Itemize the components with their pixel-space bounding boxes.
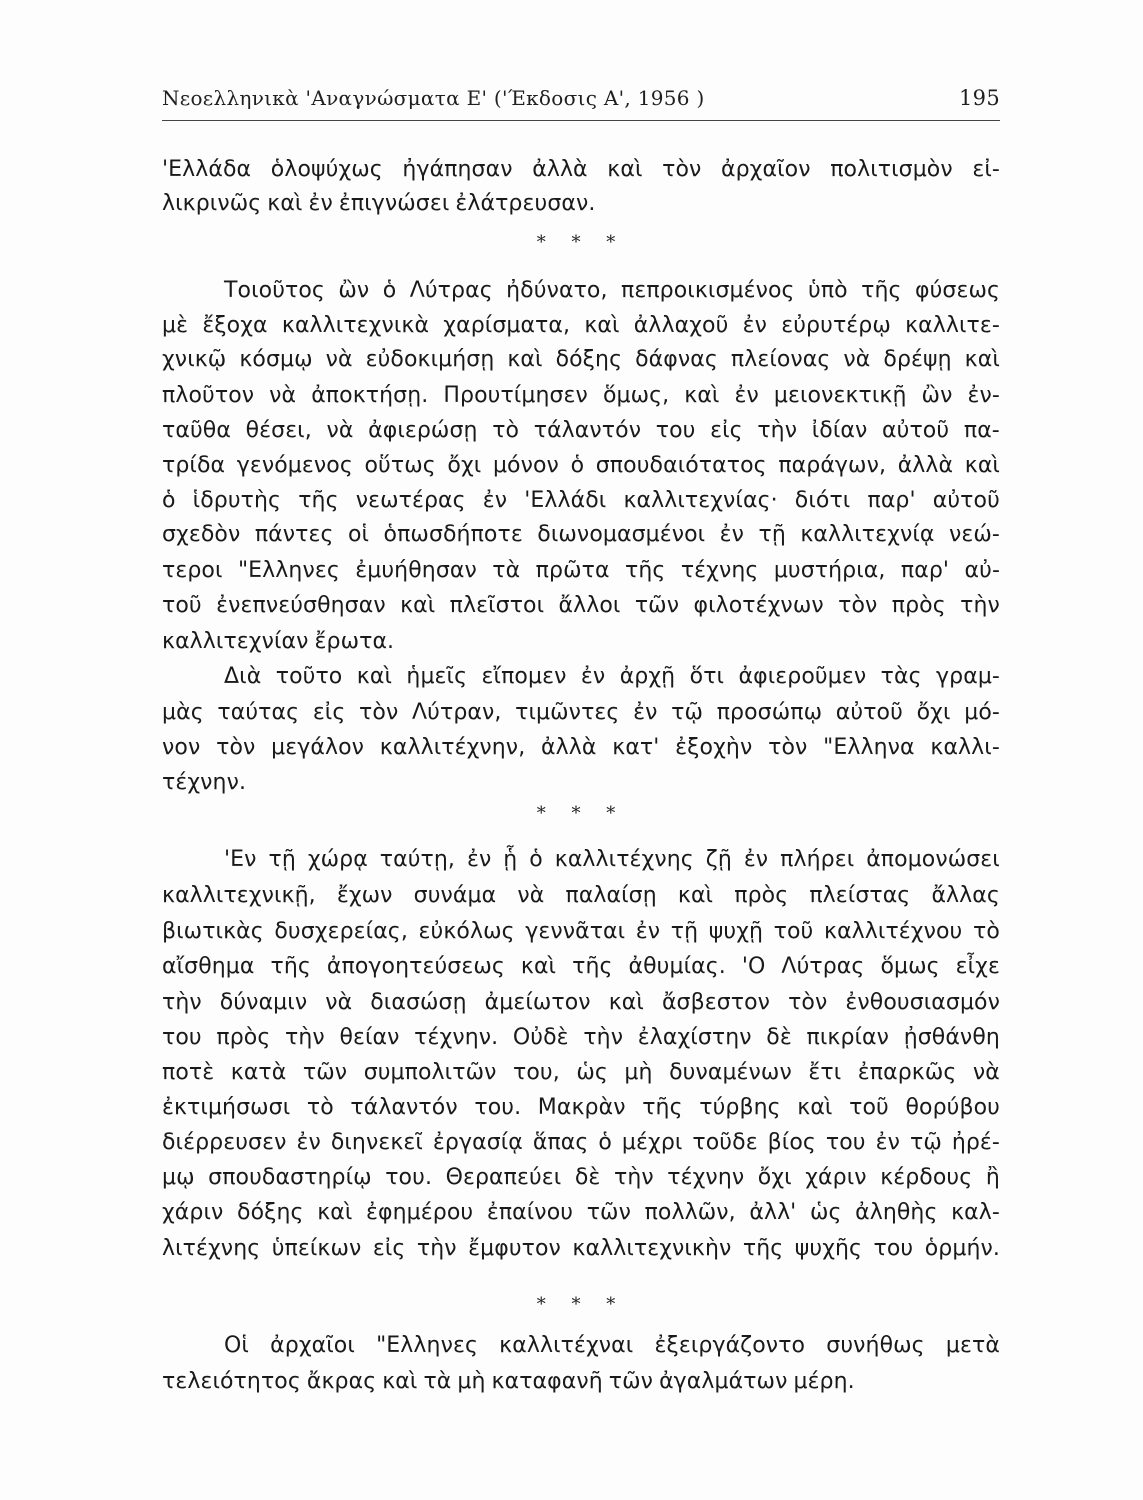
text-line: λιτέχνης ὑπείκων εἰς τὴν ἔμφυτον καλλιτεχνικὴν τῆς ψυχῆς του ὁρμήν. <box>162 1236 1000 1261</box>
text-line: χάριν δόξης καὶ ἐφημέρου ἐπαίνου τῶν πολλῶν, ἀλλ' ὡς ἀληθὴς καλ- <box>162 1200 1000 1225</box>
text-line: του πρὸς τὴν θείαν τέχνην. Οὐδὲ τὴν ἐλαχίστην δὲ πικρίαν ᾐσθάνθη <box>162 1025 1000 1050</box>
text-line: τοῦ ἐνεπνεύσθησαν καὶ πλεῖστοι ἄλλοι τῶν φιλοτέχνων τὸν πρὸς τὴν <box>162 593 1000 618</box>
text-line: σχεδὸν πάντες οἱ ὁπωσδήποτε διωνομασμένοι ἐν τῇ καλλιτεχνίᾳ νεώ- <box>162 522 1000 547</box>
text-line: 'Ελλάδα ὁλοψύχως ἠγάπησαν ἀλλὰ καὶ τὸν ἀρχαῖον πολιτισμὸν εἰ- <box>162 157 1000 182</box>
text-line: Οἱ ἀρχαῖοι "Ελληνες καλλιτέχναι ἐξειργάζοντο συνήθως μετὰ <box>224 1333 1000 1358</box>
text-line: καλλιτεχνίαν ἔρωτα. <box>162 629 395 654</box>
section-separator: * * * <box>536 1294 626 1315</box>
text-line: μὲ ἔξοχα καλλιτεχνικὰ χαρίσματα, καὶ ἀλλαχοῦ ἐν εὐρυτέρῳ καλλιτε- <box>162 313 1000 338</box>
text-line: τέχνην. <box>162 770 247 795</box>
text-line: μῳ σπουδαστηρίῳ του. Θεραπεύει δὲ τὴν τέχνην ὄχι χάριν κέρδους ἢ <box>162 1165 1000 1190</box>
text-line: μὰς ταύτας εἰς τὸν Λύτραν, τιμῶντες ἐν τῷ προσώπῳ αὐτοῦ ὄχι μό- <box>162 700 1000 725</box>
text-line: τὴν δύναμιν νὰ διασώσῃ ἀμείωτον καὶ ἄσβεστον τὸν ἐνθουσιασμόν <box>162 990 1000 1015</box>
running-head <box>162 86 1000 114</box>
text-line: 'Εν τῇ χώρᾳ ταύτῃ, ἐν ᾗ ὁ καλλιτέχνης ζῇ ἐν πλήρει ἀπομονώσει <box>224 847 1000 872</box>
text-line: ὁ ἱδρυτὴς τῆς νεωτέρας ἐν 'Ελλάδι καλλιτεχνίας· διότι παρ' αὐτοῦ <box>162 488 1000 513</box>
text-line: νον τὸν μεγάλον καλλιτέχνην, ἀλλὰ κατ' ἐξοχὴν τὸν "Ελληνα καλλι- <box>162 735 1000 760</box>
text-line: τελειότητος ἄκρας καὶ τὰ μὴ καταφανῆ τῶν ἀγαλμάτων μέρη. <box>162 1369 855 1394</box>
section-separator: * * * <box>536 803 626 824</box>
text-line: ἐκτιμήσωσι τὸ τάλαντόν του. Μακρὰν τῆς τύρβης καὶ τοῦ θορύβου <box>162 1095 1000 1120</box>
text-line: βιωτικὰς δυσχερείας, εὐκόλως γεννᾶται ἐν τῇ ψυχῇ τοῦ καλλιτέχνου τὸ <box>162 919 1000 944</box>
text-line: χνικῷ κόσμῳ νὰ εὐδοκιμήσῃ καὶ δόξης δάφνας πλείονας νὰ δρέψῃ καὶ <box>162 347 1000 372</box>
page-number: 195 <box>959 86 1000 110</box>
header-rule <box>162 120 1000 121</box>
text-line: πλοῦτον νὰ ἀποκτήσῃ. Προυτίμησεν ὅμως, καὶ ἐν μειονεκτικῇ ὢν ἐν- <box>162 383 1000 408</box>
text-line: καλλιτεχνικῇ, ἔχων συνάμα νὰ παλαίσῃ καὶ πρὸς πλείστας ἄλλας <box>162 883 1000 908</box>
text-line: λικρινῶς καὶ ἐν ἐπιγνώσει ἐλάτρευσαν. <box>162 191 596 216</box>
text-line: Διὰ τοῦτο καὶ ἡμεῖς εἴπομεν ἐν ἀρχῇ ὅτι ἀφιεροῦμεν τὰς γραμ- <box>224 664 1000 689</box>
section-separator: * * * <box>536 232 626 253</box>
text-line: ποτὲ κατὰ τῶν συμπολιτῶν του, ὡς μὴ δυναμένων ἔτι ἐπαρκῶς νὰ <box>162 1060 1000 1085</box>
running-title: Νεοελληνικὰ 'Αναγνώσματα Ε' ('Έκδοσις Α', 1956 ) <box>162 86 705 110</box>
text-line: διέρρευσεν ἐν διηνεκεῖ ἐργασίᾳ ἅπας ὁ μέχρι τοῦδε βίος του ἐν τῷ ἠρέ- <box>162 1130 1000 1155</box>
text-line: τεροι "Ελληνες ἐμυήθησαν τὰ πρῶτα τῆς τέχνης μυστήρια, παρ' αὐ- <box>162 558 1000 583</box>
text-line: Τοιοῦτος ὢν ὁ Λύτρας ἠδύνατο, πεπροικισμένος ὑπὸ τῆς φύσεως <box>224 278 1000 303</box>
text-line: ταῦθα θέσει, νὰ ἀφιερώσῃ τὸ τάλαντόν του εἰς τὴν ἰδίαν αὐτοῦ πα- <box>162 418 1000 443</box>
text-line: τρίδα γενόμενος οὕτως ὄχι μόνον ὁ σπουδαιότατος παράγων, ἀλλὰ καὶ <box>162 453 1000 478</box>
text-line: αἴσθημα τῆς ἀπογοητεύσεως καὶ τῆς ἀθυμίας. 'Ο Λύτρας ὅμως εἶχε <box>162 954 1000 979</box>
